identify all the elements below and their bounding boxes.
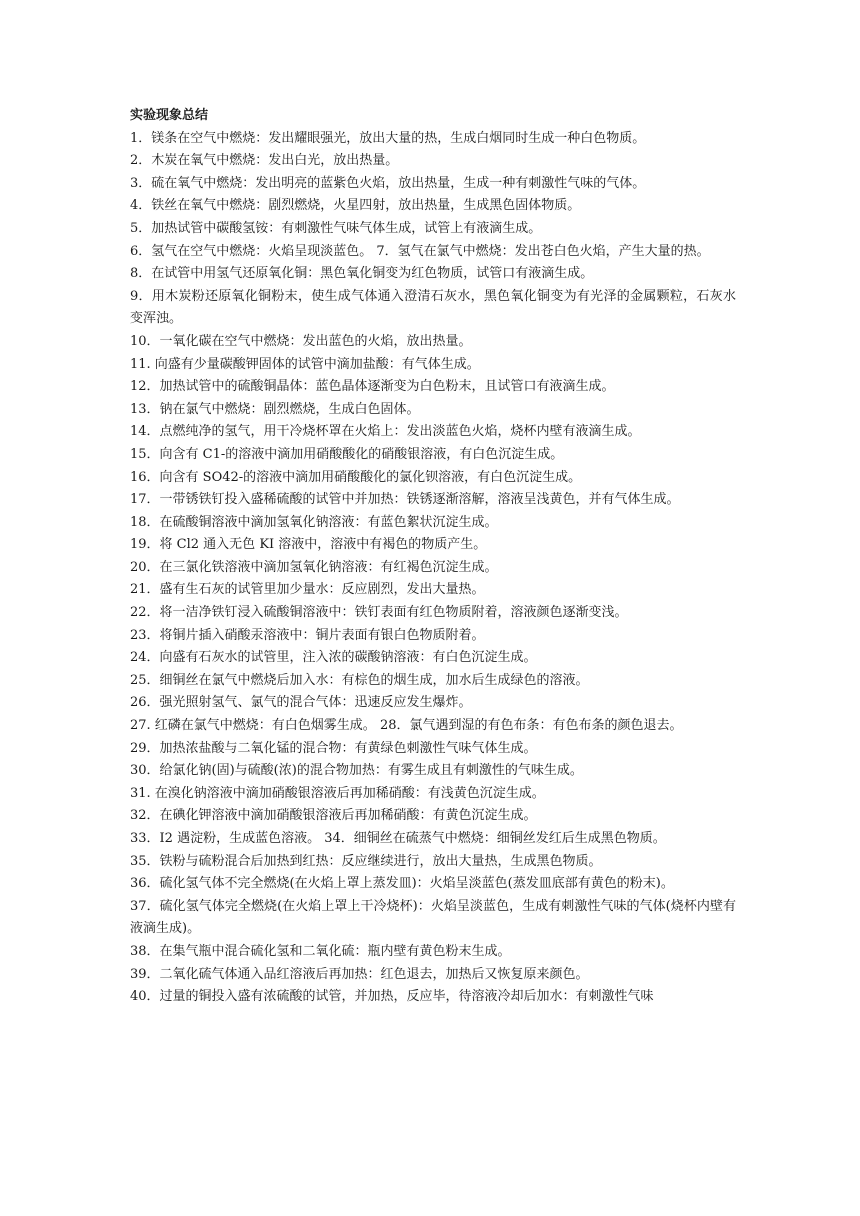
list-item: 39．二氧化硫气体通入品红溶液后再加热：红色退去，加热后又恢复原来颜色。 [130,966,589,982]
list-item: 38．在集气瓶中混合硫化氢和二氧化硫：瓶内壁有黄色粉末生成。 [130,943,511,959]
list-item: 4．铁丝在氧气中燃烧：剧烈燃烧，火星四射，放出热量，生成黑色固体物质。 [130,198,581,214]
list-item: 12．加热试管中的硫酸铜晶体：蓝色晶体逐渐变为白色粉末，且试管口有液滴生成。 [130,379,615,395]
list-item: 25．细铜丝在氯气中燃烧后加入水：有棕色的烟生成，加水后生成绿色的溶液。 [130,672,589,688]
list-item: 24．向盛有石灰水的试管里，注入浓的碳酸钠溶液：有白色沉淀生成。 [130,650,537,666]
list-item: 26．强光照射氢气、氯气的混合气体：迅速反应发生爆炸。 [130,695,472,711]
list-item: 9．用木炭粉还原氧化铜粉末，使生成气体通入澄清石灰水，黑色氧化铜变为有光泽的金属颗粒，石灰水变浑浊。 [130,288,736,327]
list-item: 14．点燃纯净的氢气，用干冷烧杯罩在火焰上：发出淡蓝色火焰，烧杯内壁有液滴生成。 [130,424,641,440]
list-item: 23．将铜片插入硝酸汞溶液中：铜片表面有银白色物质附着。 [130,627,485,643]
list-item: 29．加热浓盐酸与二氧化锰的混合物：有黄绿色刺激性气味气体生成。 [130,740,537,756]
list-item: 40．过量的铜投入盛有浓硫酸的试管，并加热，反应毕，待溶液冷却后加水：有刺激性气味 [130,989,654,1005]
list-item: 11. 向盛有少量碳酸钾固体的试管中滴加盐酸：有气体生成。 [130,356,480,372]
list-item: 3．硫在氧气中燃烧：发出明亮的蓝紫色火焰，放出热量，生成一种有刺激性气味的气体。 [130,175,646,191]
list-item: 8．在试管中用氢气还原氧化铜：黑色氧化铜变为红色物质，试管口有液滴生成。 [130,266,594,282]
list-item: 2．木炭在氧气中燃烧：发出白光，放出热量。 [130,153,399,169]
list-item: 17．一带锈铁钉投入盛稀硫酸的试管中并加热：铁锈逐渐溶解，溶液呈浅黄色，并有气体生成。 [130,492,680,508]
list-item: 36．硫化氢气体不完全燃烧(在火焰上罩上蒸发皿)：火焰呈淡蓝色(蒸发皿底部有黄色的粉末)。 [130,876,674,892]
list-item: 5．加热试管中碳酸氢铵：有刺激性气味气体生成，试管上有液滴生成。 [130,220,542,236]
list-item: 13．钠在氯气中燃烧：剧烈燃烧，生成白色固体。 [130,401,420,417]
list-item: 37．硫化氢气体完全燃烧(在火焰上罩上干冷烧杯)：火焰呈淡蓝色，生成有刺激性气味的气体(烧杯内壁有液滴生成)。 [130,898,736,937]
list-item: 22．将一洁净铁钉浸入硫酸铜溶液中：铁钉表面有红色物质附着，溶液颜色逐渐变浅。 [130,605,628,621]
list-item: 21．盛有生石灰的试管里加少量水：反应剧烈，发出大量热。 [130,582,485,598]
list-item: 27. 红磷在氯气中燃烧：有白色烟雾生成。 28．氯气遇到湿的有色布条：有色布条的颜色退去。 [130,718,683,734]
experiment-list [130,128,736,1009]
document-title: 实验现象总结 [130,108,209,123]
list-item: 18．在硫酸铜溶液中滴加氢氧化钠溶液：有蓝色絮状沉淀生成。 [130,514,498,530]
list-item: 10．一氧化碳在空气中燃烧：发出蓝色的火焰，放出热量。 [130,333,472,349]
list-item: 16．向含有 SO42-的溶液中滴加用硝酸酸化的氯化钡溶液，有白色沉淀生成。 [130,469,582,485]
list-item: 30．给氯化钠(固)与硫酸(浓)的混合物加热：有雾生成且有刺激性的气味生成。 [130,763,583,779]
list-item: 6．氢气在空气中燃烧：火焰呈现淡蓝色。 7．氢气在氯气中燃烧：发出苍白色火焰，产生大量的热。 [130,243,710,259]
list-item: 20．在三氯化铁溶液中滴加氢氧化钠溶液：有红褐色沉淀生成。 [130,559,498,575]
list-item: 19．将 Cl2 通入无色 KI 溶液中，溶液中有褐色的物质产生。 [130,537,487,553]
document-page [130,105,736,1009]
list-item: 33．I2 遇淀粉，生成蓝色溶液。 34．细铜丝在硫蒸气中燃烧：细铜丝发红后生成黑色物质。 [130,831,666,846]
list-item: 15．向含有 C1-的溶液中滴加用硝酸酸化的硝酸银溶液，有白色沉淀生成。 [130,446,564,462]
list-item: 1．镁条在空气中燃烧：发出耀眼强光，放出大量的热，生成白烟同时生成一种白色物质。 [130,130,646,146]
list-item: 35．铁粉与硫粉混合后加热到红热：反应继续进行，放出大量热，生成黑色物质。 [130,853,602,869]
list-item: 31. 在溴化钠溶液中滴加硝酸银溶液后再加稀硝酸：有浅黄色沉淀生成。 [130,785,545,801]
list-item: 32．在碘化钾溶液中滴加硝酸银溶液后再加稀硝酸：有黄色沉淀生成。 [130,808,537,824]
